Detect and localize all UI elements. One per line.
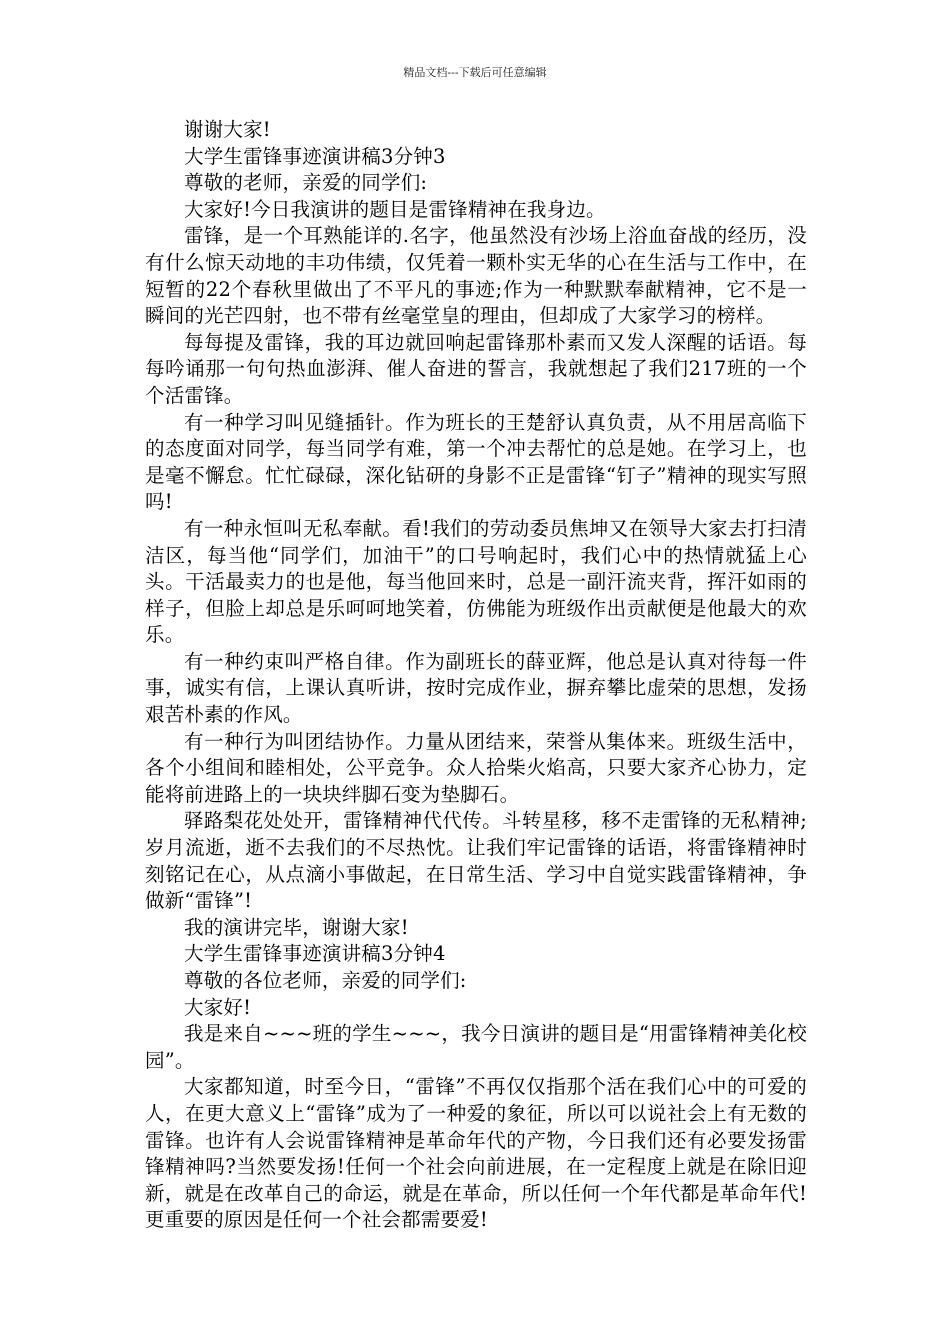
page-header: 精品文档---下载后可任意编辑 [403,66,547,79]
paragraph: 我的演讲完毕，谢谢大家! [184,915,409,939]
section-title: 大学生雷锋事迹演讲稿3分钟4 [184,942,446,966]
paragraph: 有一种行为叫团结协作。力量从团结来，荣誉从集体来。班级生活中，各个小组间和睦相处，公平竞争。众人拾柴火焰高，只要大家齐心协力，定能将前进路上的一块块绊脚石变为垫脚石。 [145,729,807,806]
paragraph: 大家都知道，时至今日，“雷锋”不再仅仅指那个活在我们心中的可爱的人，在更大意义上“雷锋”成为了一种爱的象征，所以可以说社会上有无数的雷锋。也许有人会说雷锋精神是革命年代的产物，今日我们还有必要发扬雷锋精神吗?当然要发扬!任何一个社会向前进展，在一定程度上就是在除旧迎新，就是在改革自己的命运，就是在革命，所以任何一个年代都是革命年代!更重要的原因是任何一个社会都需要爱! [145,1075,807,1232]
section-title: 大学生雷锋事迹演讲稿3分钟3 [184,144,446,168]
paragraph: 有一种永恒叫无私奉献。看!我们的劳动委员焦坤又在领导大家去打扫清洁区，每当他“同学们，加油干”的口号响起时，我们心中的热情就猛上心头。干活最卖力的也是他，每当他回来时，总是一副汗流夹背，挥汗如雨的样子，但脸上却总是乐呵呵地笑着，仿佛能为班级作出贡献便是他最大的欢乐。 [145,516,807,647]
paragraph: 大家好!今日我演讲的题目是雷锋精神在我身边。 [184,197,606,221]
paragraph: 雷锋，是一个耳熟能详的.名字，他虽然没有沙场上浴血奋战的经历，没有什么惊天动地的丰功伟绩，仅凭着一颗朴实无华的心在生活与工作中，在短暂的22个春秋里做出了不平凡的事迹;作为一种默默奉献精神，它不是一瞬间的光芒四射，也不带有丝毫堂皇的理由，但却成了大家学习的榜样。 [145,224,807,328]
paragraph: 驿路梨花处处开，雷锋精神代代传。斗转星移，移不走雷锋的无私精神;岁月流逝，逝不去我们的不尽热忱。让我们牢记雷锋的话语，将雷锋精神时刻铭记在心，从点滴小事做起，在日常生活、学习中自觉实践雷锋精神，争做新“雷锋”! [145,809,807,913]
salutation: 尊敬的老师，亲爱的同学们: [184,171,428,195]
paragraph: 有一种学习叫见缝插针。作为班长的王楚舒认真负责，从不用居高临下的态度面对同学，每当同学有难，第一个冲去帮忙的总是她。在学习上，也是毫不懈怠。忙忙碌碌，深化钻研的身影不正是雷锋“钉子”精神的现实写照吗! [145,410,807,514]
paragraph: 我是来自~~~班的学生~~~，我今日演讲的题目是“用雷锋精神美化校园”。 [145,1022,807,1072]
paragraph: 有一种约束叫严格自律。作为副班长的薛亚辉，他总是认真对待每一件事，诚实有信，上课认真听讲，按时完成作业，摒弃攀比虚荣的思想，发扬艰苦朴素的作风。 [145,649,807,727]
paragraph: 谢谢大家! [184,118,271,141]
paragraph: 大家好! [184,995,252,1019]
paragraph: 每每提及雷锋，我的耳边就回响起雷锋那朴素而又发人深醒的话语。每每吟诵那一句句热血澎湃、催人奋进的誓言，我就想起了我们217班的一个个活雷锋。 [145,330,807,407]
salutation: 尊敬的各位老师，亲爱的同学们: [184,969,467,992]
document-body [145,117,807,1234]
